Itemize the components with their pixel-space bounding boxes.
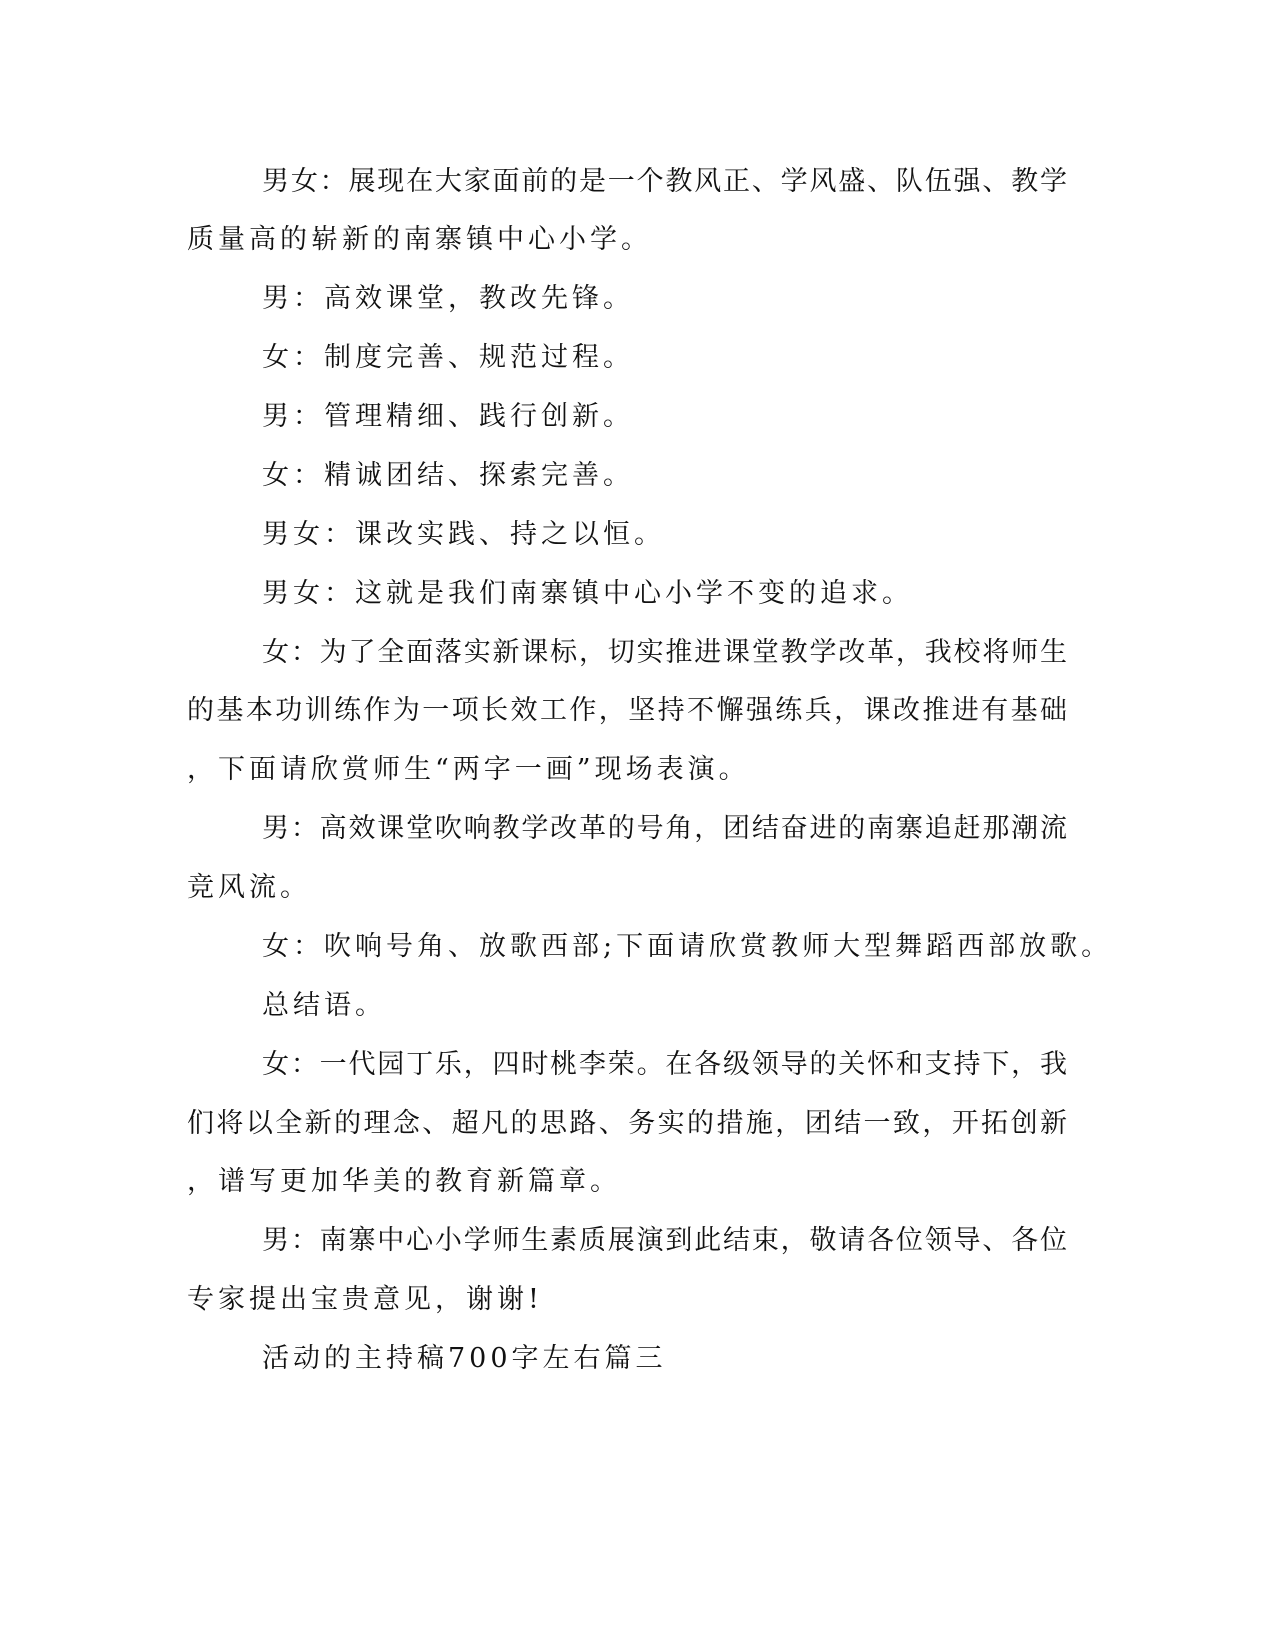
paragraph-line: 女：为了全面落实新课标，切实推进课堂教学改革，我校将师生 xyxy=(262,637,1067,668)
paragraph-line: ，谱写更加华美的教育新篇章。 xyxy=(187,1166,621,1197)
paragraph-line: 男：高效课堂吹响教学改革的号角，团结奋进的南寨追赶那潮流 xyxy=(262,813,1067,844)
section-heading: 活动的主持稿700字左右篇三 xyxy=(262,1343,667,1374)
paragraph-line: 女：制度完善、规范过程。 xyxy=(262,342,634,373)
paragraph-line: 女：精诚团结、探索完善。 xyxy=(262,460,634,491)
paragraph-line: 的基本功训练作为一项长效工作，坚持不懈强练兵，课改推进有基础 xyxy=(187,695,1067,726)
paragraph-line: 女：一代园丁乐，四时桃李荣。在各级领导的关怀和支持下，我 xyxy=(262,1049,1067,1080)
paragraph-line: 男：南寨中心小学师生素质展演到此结束，敬请各位领导、各位 xyxy=(262,1225,1067,1256)
paragraph-line: 总结语。 xyxy=(262,990,386,1021)
paragraph-line: 男女：课改实践、持之以恒。 xyxy=(262,519,665,550)
paragraph-line: 们将以全新的理念、超凡的思路、务实的措施，团结一致，开拓创新 xyxy=(187,1108,1067,1139)
paragraph-line: 竞风流。 xyxy=(187,872,311,903)
paragraph-line: 男：管理精细、践行创新。 xyxy=(262,401,634,432)
paragraph-line: 质量高的崭新的南寨镇中心小学。 xyxy=(187,224,652,255)
paragraph-line: 男：高效课堂，教改先锋。 xyxy=(262,283,634,314)
paragraph-line: 男女：这就是我们南寨镇中心小学不变的追求。 xyxy=(262,578,913,609)
paragraph-line: 男女：展现在大家面前的是一个教风正、学风盛、队伍强、教学 xyxy=(262,166,1067,197)
paragraph-line: 女：吹响号角、放歌西部;下面请欣赏教师大型舞蹈西部放歌。 xyxy=(262,931,1113,962)
paragraph-line: ，下面请欣赏师生“两字一画”现场表演。 xyxy=(187,754,750,785)
paragraph-line: 专家提出宝贵意见，谢谢! xyxy=(187,1284,543,1315)
